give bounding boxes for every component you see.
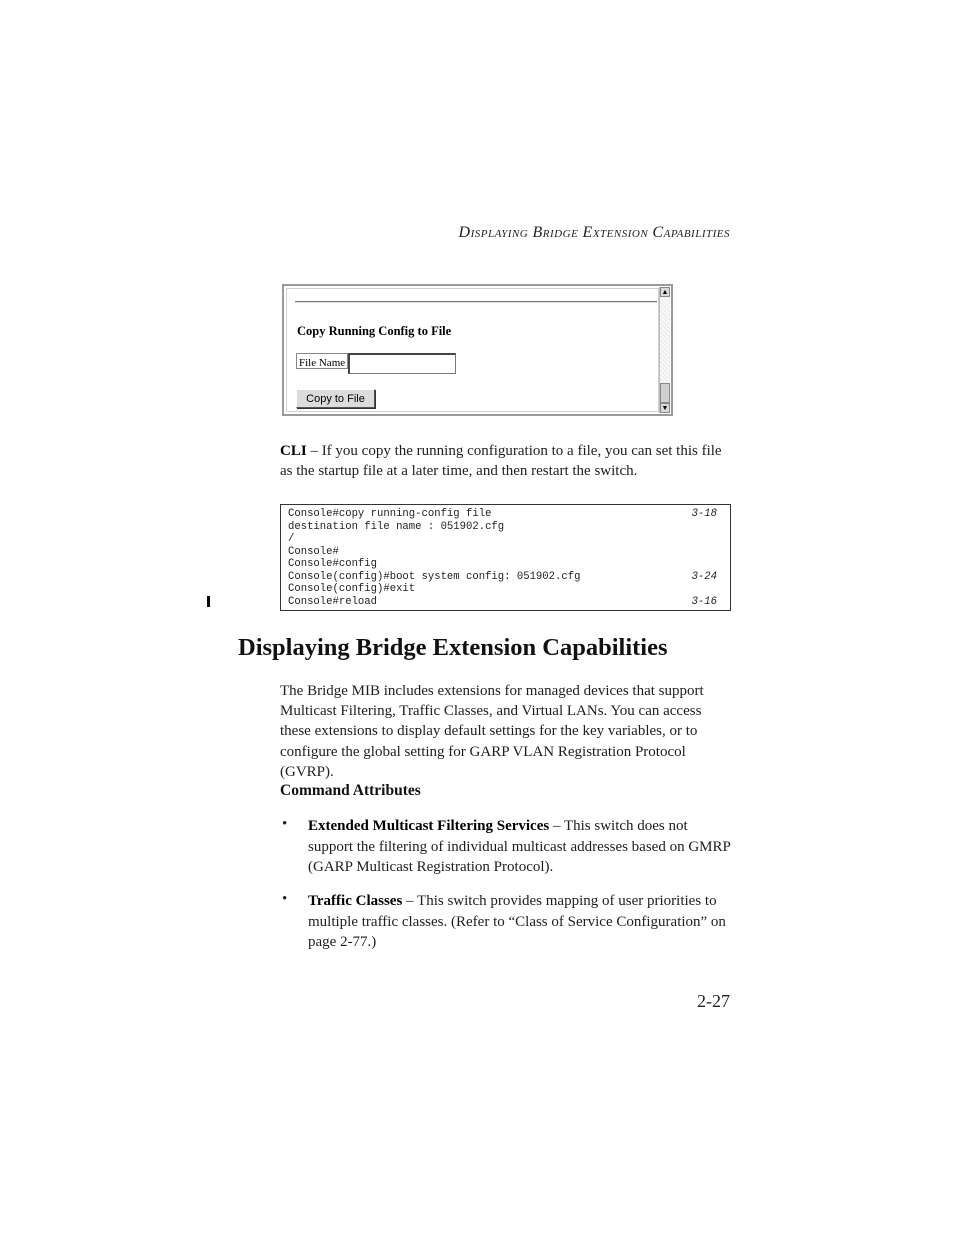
code-line: Console(config)#exit: [288, 583, 416, 595]
code-line: Console#copy running-config file: [288, 508, 492, 520]
code-ref: 3-16: [691, 595, 717, 608]
screenshot-panel: [286, 288, 659, 412]
cli-code-box: [280, 504, 731, 611]
vertical-scrollbar[interactable]: [659, 287, 670, 413]
change-bar: [207, 596, 210, 607]
cli-paragraph-text: – If you copy the running configuration to a file, you can set this file as the startup file at a later time, and then restart the switch.: [280, 443, 722, 480]
running-head: DISPLAYING BRIDGE EXTENSION CAPABILITIES: [458, 224, 730, 241]
list-item-text: – This switch does not support the filtering of individual multicast addresses based on GMRP (GARP Multicast Registration Protocol).: [308, 818, 731, 876]
cli-label: CLI: [280, 443, 307, 459]
code-ref: 3-24: [691, 570, 717, 583]
list-item-text: – This switch provides mapping of user priorities to multiple traffic classes. (Refer to “Class of Service Configuration” on page 2-77.): [308, 893, 726, 951]
list-item: [308, 816, 733, 878]
code-line: Console#: [288, 545, 339, 558]
code-line: /: [288, 533, 295, 545]
page-number: 2-27: [697, 991, 730, 1011]
code-line: Console(config)#boot system config: 051902.cfg: [288, 570, 581, 583]
cli-paragraph: [280, 441, 730, 481]
bullet-icon: •: [282, 816, 288, 832]
code-ref: 3-18: [691, 508, 717, 520]
file-name-input[interactable]: [348, 353, 456, 374]
section-intro: The Bridge MIB includes extensions for managed devices that support Multicast Filtering, Traffic Classes, and Virtual LANs. You can access these extensions to display default settings for the key variables, or to configure the global setting for GARP VLAN Registration Protocol (GVRP).: [280, 683, 704, 780]
code-line: Console#reload: [288, 595, 378, 608]
bullet-icon: •: [282, 891, 288, 907]
code-line: Console#config: [288, 558, 378, 570]
subheading: Command Attributes: [280, 782, 421, 799]
panel-title: Copy Running Config to File: [297, 324, 452, 338]
section-heading: Displaying Bridge Extension Capabilities: [238, 634, 668, 661]
down-arrow-icon[interactable]: ▼: [661, 404, 669, 412]
list-item-term: Extended Multicast Filtering Services: [308, 818, 550, 834]
screenshot-frame: [282, 284, 673, 416]
list-item: [308, 891, 733, 953]
copy-to-file-button[interactable]: Copy to File: [296, 389, 375, 408]
file-name-label: File Name: [296, 353, 348, 369]
scrollbar-thumb[interactable]: [660, 383, 670, 403]
horizontal-rule: [295, 301, 657, 303]
up-arrow-icon[interactable]: ▲: [661, 288, 669, 296]
list-item-term: Traffic Classes: [308, 893, 403, 909]
code-line: destination file name : 051902.cfg: [288, 520, 505, 533]
